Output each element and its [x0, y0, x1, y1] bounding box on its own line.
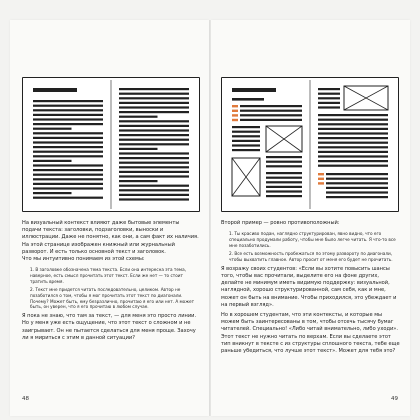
text-line	[119, 106, 189, 108]
structured-spread-diagram	[222, 78, 398, 211]
accent-marker	[232, 110, 238, 112]
text-line	[33, 146, 103, 148]
text-line	[240, 105, 302, 107]
text-line	[33, 132, 103, 134]
text-line	[318, 88, 340, 90]
text-line	[33, 178, 103, 180]
text-line	[119, 166, 189, 168]
text-line	[119, 198, 189, 200]
text-line	[326, 173, 388, 175]
text-line	[33, 100, 103, 102]
text-line	[119, 97, 189, 99]
note-item: 1. Ты красиво подан, наглядно структурирован, явно видно, что его специально продумали работу, чтобы мне было легче читать. Я что-то все мне позаботились.	[229, 231, 396, 248]
accent-marker	[318, 178, 324, 180]
note-item: 2. Все есть возможность пробежаться по этому развороту по диагонали, чтобы выхватить главное. Автор просит от меня его будет не прочитать.	[229, 251, 393, 263]
text-line	[119, 129, 189, 131]
text-line	[318, 155, 388, 157]
paragraph: Я пока не знаю, что там за текст, — для меня это просто линии. Но у меня уже есть ощущение, что этот текст о сложном и не заигрывает. Он не пытается сделаться для меня проще. Захочу ли я мириться с этим в данной ситуации?	[22, 313, 197, 341]
note-item: 2. Текст мне придется читать последовательно, целиком. Автор не позаботился о том, чтобы я мог прочитать этот текст по диагонали. Почему? Может быть, ему безразлично, прочитаю я его или нет. А может быть, он уверен, что я его прочитаю в любом случае.	[30, 287, 195, 310]
text-line	[318, 93, 340, 95]
left-page-text	[22, 220, 200, 342]
text-line	[318, 97, 340, 99]
text-line	[240, 114, 302, 116]
text-line	[33, 183, 103, 185]
text-line	[119, 125, 189, 127]
text-line	[33, 109, 103, 111]
illustration-plain-text-spread	[22, 77, 200, 212]
text-line	[232, 144, 260, 146]
text-line	[266, 195, 302, 197]
text-line	[119, 189, 189, 191]
text-line	[119, 116, 158, 118]
text-line	[318, 128, 388, 130]
text-line	[33, 174, 103, 176]
text-line	[33, 141, 103, 143]
text-line	[232, 135, 260, 137]
paragraph: На визуальный контекст влияют даже бытовые элементы подачи текста: заголовки, подзаголовки, выноски и иллюстрации. Даже не понятно, как они, а сам факт их наличия.	[22, 220, 199, 241]
text-line	[266, 181, 302, 183]
text-line	[232, 149, 260, 151]
text-line	[266, 161, 302, 163]
text-line	[33, 197, 103, 199]
text-line	[318, 146, 388, 148]
text-line	[318, 142, 388, 144]
text-line	[232, 126, 260, 128]
accent-marker	[318, 182, 324, 184]
text-line	[240, 119, 302, 121]
text-line	[326, 178, 388, 180]
accent-marker	[232, 105, 238, 107]
text-line	[318, 102, 340, 104]
plain-spread-diagram	[23, 78, 199, 211]
text-line	[33, 160, 72, 162]
text-line	[266, 156, 302, 158]
text-line	[33, 155, 103, 157]
text-line	[119, 185, 189, 187]
text-line	[33, 164, 103, 166]
text-line	[33, 187, 103, 189]
text-line	[119, 120, 189, 122]
text-line	[119, 180, 158, 182]
right-page-text	[221, 220, 401, 355]
paragraph: Я возражу своих студентов: «Если вы хотите повысить шансы того, чтобы вас прочитали, выделите его на фоне других, делайте не минимум иметь видимую поддержку: визуальной, наглядной, хорошо структурированной, сам себя, как и мне, может он быть на внимание. Чтобы приходился, это убеждает и на первый взгляд».	[221, 265, 397, 308]
accent-marker	[318, 173, 324, 175]
text-line	[33, 151, 103, 153]
text-line	[119, 143, 189, 145]
text-line	[266, 186, 302, 188]
text-line	[326, 182, 388, 184]
paragraph: Что мы интуитивно понимаем из этой схемы:	[22, 256, 145, 263]
text-line	[318, 123, 388, 125]
text-line	[326, 191, 388, 193]
text-line	[119, 111, 189, 113]
text-line	[119, 157, 189, 159]
subheading-bar	[232, 98, 264, 101]
text-line	[266, 165, 302, 167]
paragraph: Второй пример — ровно противоположный:	[221, 220, 340, 226]
text-line	[33, 114, 103, 116]
note-item: 1. В заголовке обозначена тема текста. Если она интересна эта тема, наверное, есть смысл прочитать этот текст. Если же нет — то стоит тратить время.	[30, 267, 186, 284]
text-line	[119, 134, 189, 136]
text-line	[119, 194, 189, 196]
text-line	[318, 165, 388, 167]
text-line	[119, 171, 189, 173]
text-line	[318, 132, 388, 134]
page-number: 49	[391, 396, 398, 402]
text-line	[240, 110, 302, 112]
right-page	[211, 20, 410, 416]
text-line	[266, 177, 302, 179]
left-page	[10, 20, 209, 416]
text-line	[266, 172, 302, 174]
text-line	[318, 106, 340, 108]
text-line	[318, 119, 388, 121]
text-line	[119, 88, 189, 90]
text-line	[232, 131, 260, 133]
paragraph: На этой странице изображен книжный или журнальный разворот. И есть только основной текст и заголовок.	[22, 241, 175, 255]
text-line	[33, 123, 103, 125]
text-line	[326, 196, 388, 198]
paragraph: Но в хорошем студентам, что эти контексты, и которые мы можем быть заинтересованы в том, чтобы отсечь тысячу бумаг читателей. Специально! «Либо читай внимательно, либо уходи». Этот текст не нужно читать по верхам. Если вы сделаете этот тип вникнут в тексте с из структуры сплошного текста, тебе еще раньше убедиться, что лучше этот текст». Может для тебя это?	[221, 311, 400, 354]
text-line	[33, 169, 103, 171]
text-line	[33, 128, 72, 130]
text-line	[119, 162, 189, 164]
text-line	[318, 160, 388, 162]
text-line	[232, 140, 260, 142]
text-line	[119, 152, 189, 154]
text-line	[119, 139, 189, 141]
illustration-structured-spread	[221, 77, 399, 212]
accent-marker	[232, 114, 238, 116]
text-line	[318, 137, 388, 139]
text-line	[119, 148, 158, 150]
text-line	[318, 151, 388, 153]
text-line	[33, 118, 103, 120]
accent-marker	[232, 119, 238, 121]
text-line	[326, 187, 388, 189]
text-line	[119, 93, 189, 95]
text-line	[33, 192, 72, 194]
text-line	[318, 114, 388, 116]
text-line	[33, 105, 103, 107]
heading-bar	[33, 88, 77, 92]
text-line	[266, 190, 302, 192]
text-line	[33, 137, 103, 139]
text-line	[119, 175, 189, 177]
page-number: 48	[22, 396, 29, 402]
text-line	[119, 102, 189, 104]
heading-bar	[232, 88, 276, 92]
